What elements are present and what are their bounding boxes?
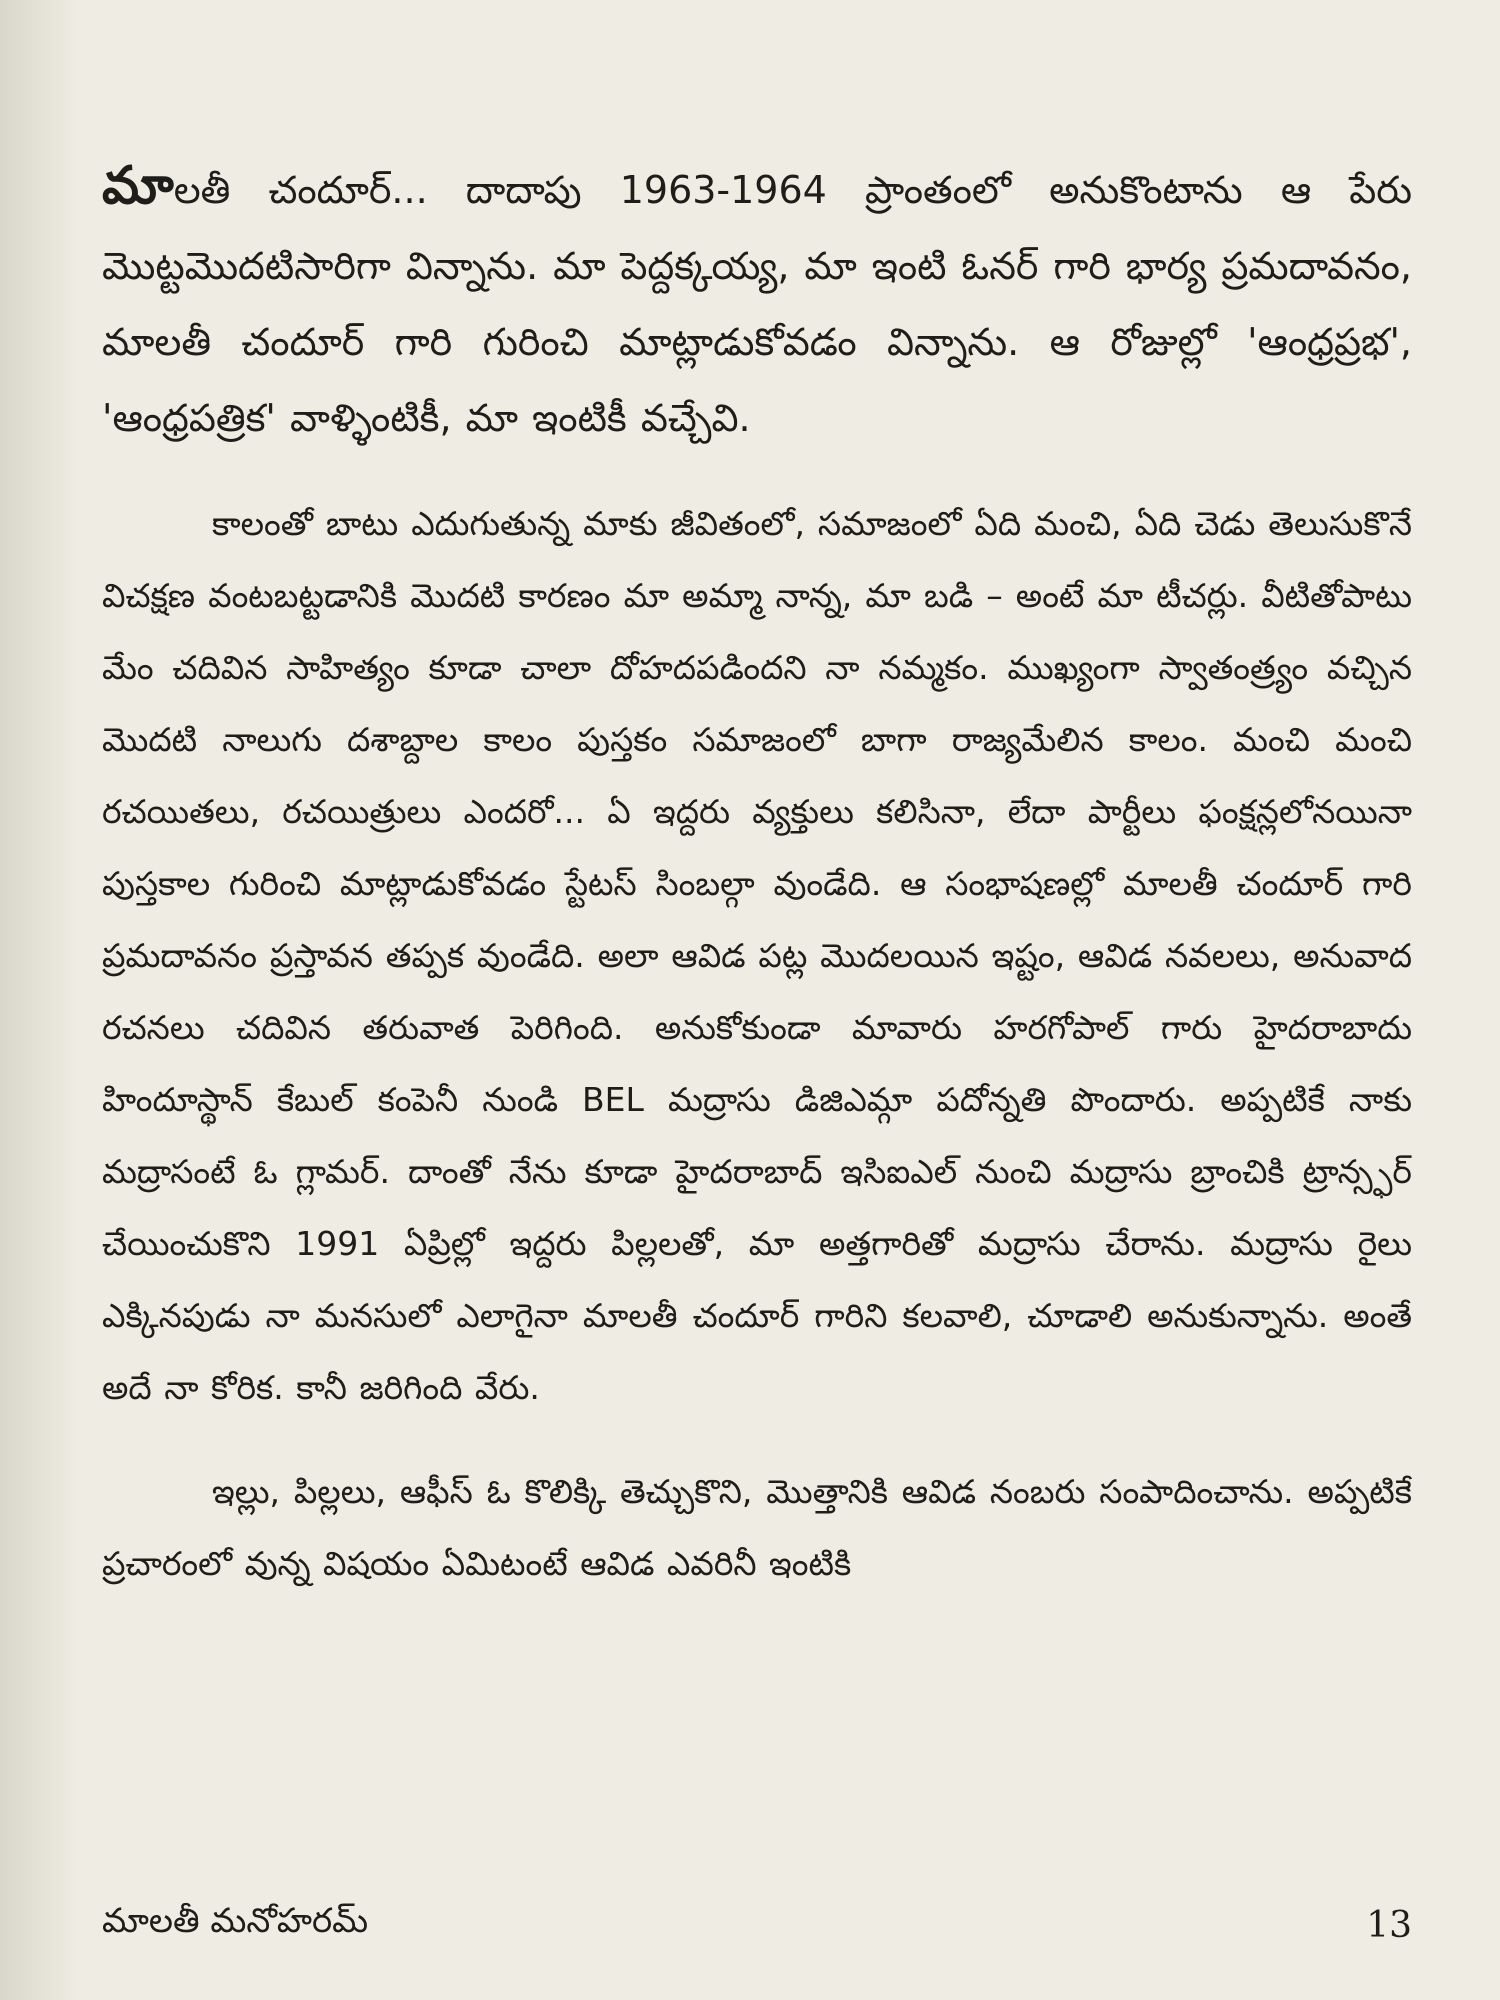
paragraph-1-text: లతీ చందూర్... దాదాపు 1963-1964 ప్రాంతంలో అనుకొంటాను ఆ పేరు మొట్టమొదటిసారిగా విన్నాను. మా పెద్దక్కయ్య, మా ఇంటి ఓనర్ గారి భార్య ప్రమదావనం, మాలతీ చందూర్ గారి గురించి మాట్లాడుకోవడం విన్నాను. ఆ రోజుల్లో 'ఆంధ్రప్రభ', 'ఆంధ్రపత్రిక' వాళ్ళింటికీ, మా ఇంటికీ వచ్చేవి. bbox=[102, 168, 1412, 440]
page-number: 13 bbox=[1366, 1904, 1412, 1946]
drop-cap: మా bbox=[102, 156, 174, 216]
page-footer bbox=[102, 1900, 1412, 1950]
paragraph-1 bbox=[102, 148, 1412, 456]
page-gutter-shadow bbox=[0, 0, 80, 2000]
paragraph-3: ఇల్లు, పిల్లలు, ఆఫీస్ ఓ కొలిక్కి తెచ్చుకొని, మొత్తానికి ఆవిడ నంబరు సంపాదించాను. అప్పటికే ప్రచారంలో వున్న విషయం ఏమిటంటే ఆవిడ ఎవరినీ ఇంటికి bbox=[102, 1472, 1412, 1583]
page-body bbox=[102, 148, 1412, 1808]
paragraph-2: కాలంతో బాటు ఎదుగుతున్న మాకు జీవితంలో, సమాజంలో ఏది మంచి, ఏది చెడు తెలుసుకొనే విచక్షణ వంటబట్టడానికి మొదటి కారణం మా అమ్మా నాన్న, మా బడి – అంటే మా టీచర్లు. వీటితోపాటు మేం చదివిన సాహిత్యం కూడా చాలా దోహదపడిందని నా నమ్మకం. ముఖ్యంగా స్వాతంత్ర్యం వచ్చిన మొదటి నాలుగు దశాబ్దాల కాలం పుస్తకం సమాజంలో బాగా రాజ్యమేలిన కాలం. మంచి మంచి రచయితలు, రచయిత్రులు ఎందరో... ఏ ఇద్దరు వ్యక్తులు కలిసినా, లేదా పార్టీలు ఫంక్షన్లలోనయినా పుస్తకాల గురించి మాట్లాడుకోవడం స్టేటస్ సింబల్గా వుండేది. ఆ సంభాషణల్లో మాలతీ చందూర్ గారి ప్రమదావనం ప్రస్తావన తప్పక వుండేది. అలా ఆవిడ పట్ల మొదలయిన ఇష్టం, ఆవిడ నవలలు, అనువాద రచనలు చదివిన తరువాత పెరిగింది. అనుకోకుండా మావారు హరగోపాల్ గారు హైదరాబాదు హిందూస్థాన్ కేబుల్ కంపెనీ నుండి BEL మద్రాసు డిజిఎమ్గా పదోన్నతి పొందారు. అప్పటికే నాకు మద్రాసంటే ఓ గ్లామర్. దాంతో నేను కూడా హైదరాబాద్ ఇసిఐఎల్ నుంచి మద్రాసు బ్రాంచికి ట్రాన్స్ఫర్ చేయించుకొని 1991 ఏప్రిల్లో ఇద్దరు పిల్లలతో, మా అత్తగారితో మద్రాసు చేరాను. మద్రాసు రైలు ఎక్కినపుడు నా మనసులో ఎలాగైనా మాలతీ చందూర్ గారిని కలవాలి, చూడాలి అనుకున్నాను. అంతే అదే నా కోరిక. కానీ జరిగింది వేరు. bbox=[102, 504, 1412, 1407]
running-footer-title: మాలతీ మనోహరమ్ bbox=[102, 1901, 369, 1941]
